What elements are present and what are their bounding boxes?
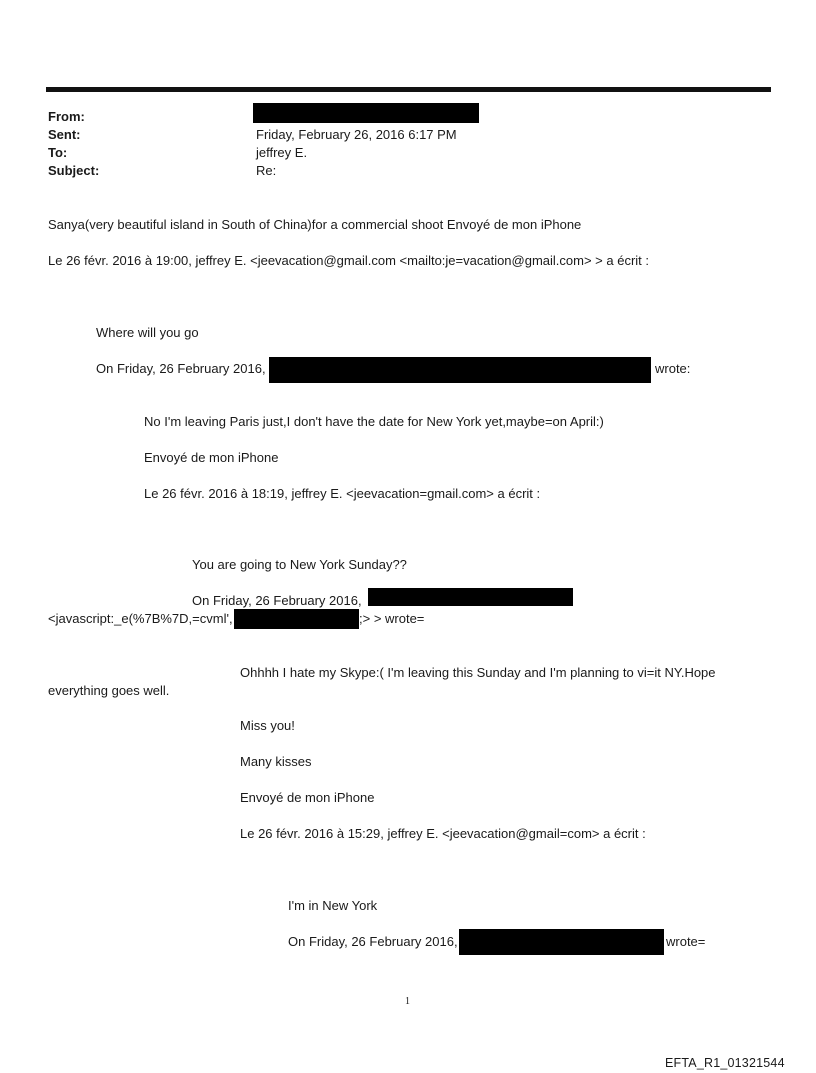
quote5-text: I'm in New York [288, 898, 378, 913]
quote4-signature: Envoyé de mon iPhone [240, 790, 375, 805]
header-rule [46, 87, 771, 92]
quote1-attribution: On Friday, 26 February 2016, [96, 361, 266, 376]
body-line-2: Le 26 févr. 2016 à 19:00, jeffrey E. <jeevacation@gmail.com <mailto:je=vacation@gmail.com> > a écrit : [48, 253, 650, 268]
quote3-wrote: ;> > wrote= [359, 611, 425, 626]
quote4-attribution: Le 26 févr. 2016 à 15:29, jeffrey E. <jeevacation@gmail=com> a écrit : [240, 826, 646, 841]
page-number: 1 [405, 996, 410, 1007]
quote3-text: You are going to New York Sunday?? [192, 557, 407, 572]
quote4-kisses: Many kisses [240, 754, 312, 769]
quote2-text: No I'm leaving Paris just,I don't have the date for New York yet,maybe=on April:) [144, 414, 604, 429]
quote4-miss: Miss you! [240, 718, 295, 733]
bates-number: EFTA_R1_01321544 [665, 1056, 785, 1070]
quote5-wrote: wrote= [666, 934, 706, 949]
quote2-attribution: Le 26 févr. 2016 à 18:19, jeffrey E. <jeevacation=gmail.com> a écrit : [144, 486, 541, 501]
quote1-text: Where will you go [96, 325, 199, 340]
quote5-attribution: On Friday, 26 February 2016, [288, 934, 458, 949]
quote2-signature: Envoyé de mon iPhone [144, 450, 279, 465]
quote3-redaction-b [234, 609, 359, 629]
to-label: To: [48, 145, 68, 160]
quote5-redaction [459, 929, 664, 955]
quote4-text-wrap: everything goes well. [48, 683, 170, 698]
from-label: From: [48, 109, 85, 124]
quote3-attribution-line2: <javascript:_e(%7B%7D,=cvml', [48, 611, 233, 626]
to-value: jeffrey E. [256, 145, 308, 160]
quote4-text: Ohhhh I hate my Skype:( I'm leaving this Sunday and I'm planning to vi=it NY.Hope [240, 665, 716, 680]
quote1-redaction [269, 357, 651, 383]
quote3-attribution: On Friday, 26 February 2016, [192, 593, 362, 608]
sent-label: Sent: [48, 127, 81, 142]
quote1-wrote: wrote: [655, 361, 691, 376]
from-redaction [253, 103, 479, 123]
subject-value: Re: [256, 163, 277, 178]
subject-label: Subject: [48, 163, 100, 178]
body-line-1: Sanya(very beautiful island in South of China)for a commercial shoot Envoyé de mon iPhone [48, 217, 582, 232]
quote3-redaction-a [368, 588, 573, 606]
sent-value: Friday, February 26, 2016 6:17 PM [256, 127, 457, 142]
